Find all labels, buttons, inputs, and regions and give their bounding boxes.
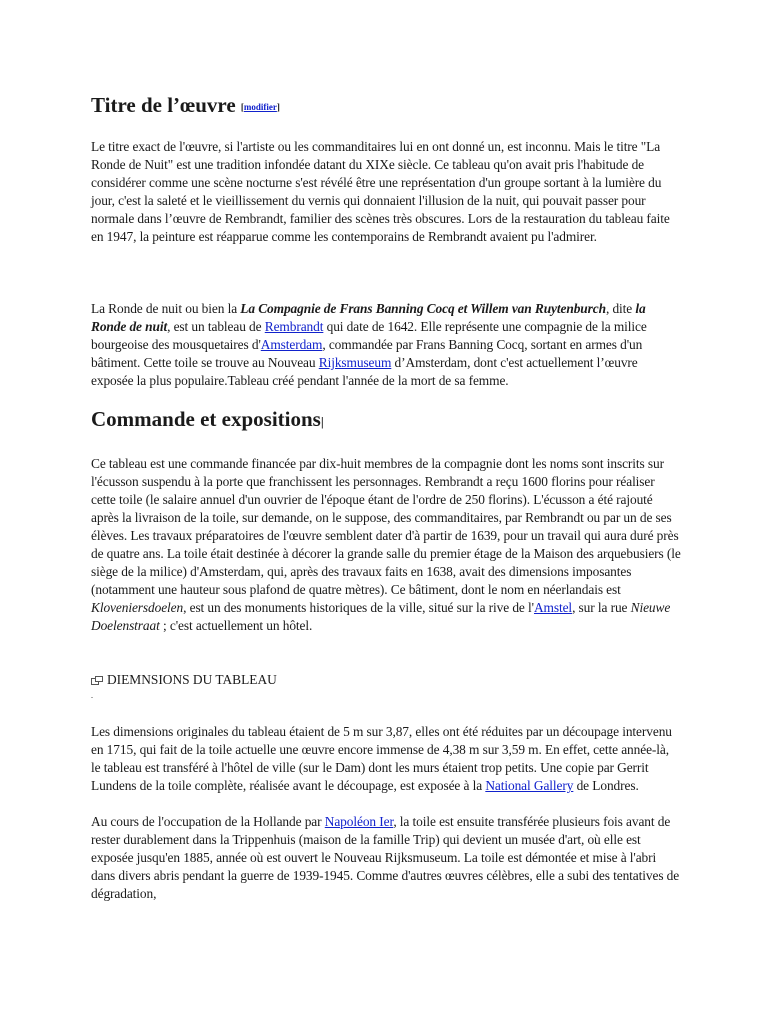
section-heading-titre	[91, 92, 681, 120]
napoleon-link[interactable]: Napoléon Ier	[324, 814, 394, 829]
paragraph-ronde-de-nuit: La Ronde de nuit ou bien la La Compagnie de Frans Banning Cocq et Willem van Ruytenburch, dite la Ronde de nuit, est un tableau de Rembrandt qui date de 1642. Elle représente une compagnie de la milice bourgeoise des mousquetaires d'Amsterdam, commandée par Frans Banning Cocq, sortant en armes d'un bâtiment. Cette toile se trouve au Nouveau Rijksmuseum d’Amsterdam, dont c'est actuellement l’œuvre exposée la plus populaire.Tableau créé pendant l'année de la mort de sa femme.	[91, 301, 647, 388]
painting-alt-title-bold: la Ronde de nuit	[91, 301, 646, 334]
expand-section-icon[interactable]	[91, 675, 105, 686]
amsterdam-link[interactable]: Amsterdam	[260, 337, 323, 352]
paragraph-titre: Le titre exact de l'œuvre, si l'artiste ou les commanditaires lui en ont donné un, est inconnu. Mais le titre "La Ronde de Nuit" est une tradition infondée datant du XIXe siècle. Ce tableau qu'on avait pris l'habitude de considérer comme une scène nocturne s'est révélé être une représentation d'un groupe sortant à la lumière du jour, c'est la saleté et le vieillissement du vernis qui donnaient l'illusion de la nuit, qui pouvait passer pour normale dans l’œuvre de Rembrandt, familier des scènes très obscures. Lors de la restauration du tableau faite en 1947, la peinture est réapparue comme les contemporains de Rembrandt avaient pu l'admirer.	[91, 139, 670, 244]
amstel-link[interactable]: Amstel	[533, 600, 573, 615]
article-content	[91, 92, 681, 903]
rembrandt-link[interactable]: Rembrandt	[264, 319, 324, 334]
paragraph-occupation: Au cours de l'occupation de la Hollande par Napoléon Ier, la toile est ensuite transférée plusieurs fois avant de rester durablement dans la Trippenhuis (maison de la famille Trip) qui devient un musée d'art, où elle est exposée jusqu'en 1885, année où est ouvert le Nouveau Rijksmuseum. La toile est démontée et mise à l'abri dans divers abris pendant la guerre de 1939-1945. Comme d'autres œuvres célèbres, elle a subi des tentatives de dégradation,	[91, 814, 680, 901]
edit-section-link-wrapper: [modifier]	[240, 102, 280, 112]
stray-dot: .	[91, 691, 93, 700]
painting-title-bold: La Compagnie de Frans Banning Cocq et Willem van Ruytenburch	[240, 301, 606, 316]
paragraph-commande: Ce tableau est une commande financée par dix-huit membres de la compagnie dont les noms sont inscrits sur l'écusson suspendu à la porte que franchissent les personnages. Rembrandt a reçu 1600 florins pour réaliser cette toile (le salaire annuel d'un ouvrier de l'époque étant de l'ordre de 250 florins). L'écusson a été rajouté après la livraison de la toile, sur demande, on le suppose, des commanditaires, par Rembrandt ou par un de ses élèves. Les travaux préparatoires de l'œuvre semblent dater d'à partir de 1639, pour un travail qui aura duré près de quatre ans. La toile était destinée à décorer la grande salle du premier étage de la Maison des arquebusiers (le siège de la milice) d'Amsterdam, qui, après des travaux faits en 1638, avait des dimensions imposantes (notamment une hauteur sous plafond de quatre mètres). Ce bâtiment, dont le nom en néerlandais est Kloveniersdoelen, est un des monuments historiques de la ville, situé sur la rive de l'Amstel, sur la rue Nieuwe Doelenstraat ; c'est actuellement un hôtel.	[91, 456, 681, 633]
edit-section-link[interactable]: modifier	[243, 102, 277, 112]
paragraph-dimensions: Les dimensions originales du tableau étaient de 5 m sur 3,87, elles ont été réduites par un découpage intervenu en 1715, qui fait de la toile actuelle une œuvre encore immense de 4,38 m sur 3,59 m. En effet, cette année-là, le tableau est transféré à l'hôtel de ville (sur le Dam) dont les murs étaient trop petits. Une copie par Gerrit Lundens de la toile complète, réalisée avant le découpage, est exposée à la National Gallery de Londres.	[91, 724, 672, 793]
italic-kloveniersdoelen: Kloveniersdoelen	[91, 600, 184, 615]
italic-street-name: Nieuwe Doelenstraat	[91, 600, 671, 633]
section-heading-commande: Commande et expositions|	[91, 407, 324, 431]
national-gallery-link[interactable]: National Gallery	[485, 778, 574, 793]
rijksmuseum-link[interactable]: Rijksmuseum	[318, 355, 392, 370]
heading-text: Titre de l’œuvre	[91, 93, 236, 117]
section-heading-dimensions: DIEMNSIONS DU TABLEAU	[91, 671, 681, 689]
